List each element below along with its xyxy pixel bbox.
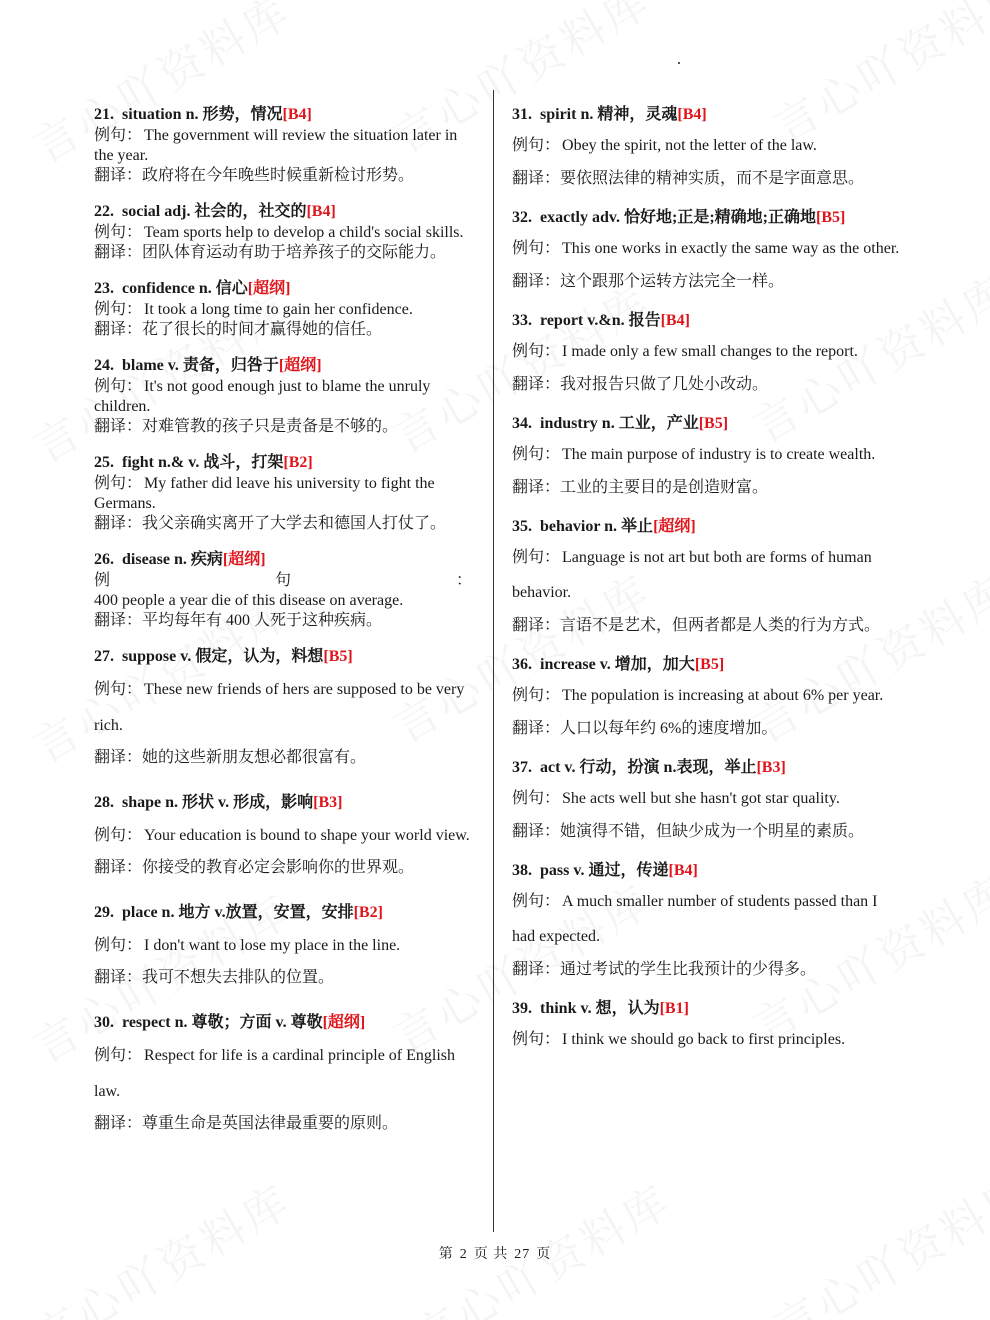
example-sentence (94, 672, 472, 744)
example-label: 例句： (94, 475, 143, 492)
level-tag: [B5] (323, 648, 353, 665)
translation-text: 通过考试的学生比我预计的少得多。 (560, 961, 817, 978)
example-sentence (94, 474, 472, 514)
example-sentence (94, 223, 472, 243)
example-text: I think we should go back to first principles. (562, 1031, 846, 1048)
example-text: I made only a few small changes to the report. (562, 343, 858, 360)
example-label: 例句： (512, 549, 561, 566)
vocab-entry (512, 516, 904, 642)
page-speck (678, 62, 680, 64)
label-char: ： (455, 572, 472, 589)
example-text: Obey the spirit, not the letter of the law. (562, 137, 817, 154)
label-char: 句 (274, 572, 291, 589)
example-sentence (512, 231, 904, 266)
translation-label: 翻译： (94, 244, 143, 261)
level-tag: [B4] (668, 862, 698, 879)
vocab-entry (94, 549, 472, 631)
translation-line (512, 713, 904, 745)
entry-heading (94, 104, 472, 126)
entry-word: think v. 想，认为 (540, 1000, 660, 1017)
entry-word: fight n.& v. 战斗，打架 (122, 454, 284, 471)
example-label: 例句： (94, 127, 143, 144)
level-tag: [B4] (306, 203, 336, 220)
translation-line (512, 266, 904, 298)
right-column (512, 104, 904, 1069)
translation-line (512, 610, 904, 642)
level-tag: [超纲] (247, 280, 291, 297)
example-sentence (512, 781, 904, 816)
level-tag: [超纲] (653, 518, 696, 535)
entry-number: 24. (94, 357, 114, 374)
translation-line (94, 417, 472, 437)
translation-label: 翻译： (94, 167, 143, 184)
translation-label: 翻译： (512, 479, 561, 496)
entry-number: 34. (512, 415, 532, 432)
entry-heading (94, 278, 472, 300)
entry-number: 22. (94, 203, 114, 220)
level-tag: [B2] (283, 454, 313, 471)
example-sentence (512, 884, 904, 954)
vocab-entry (94, 104, 472, 186)
level-tag: [B4] (660, 312, 690, 329)
total-pages: 27 (514, 1247, 531, 1262)
example-text: The government will review the situation later in the year. (94, 127, 458, 164)
example-text: This one works in exactly the same way as the other. (562, 240, 900, 257)
level-tag: [B3] (313, 794, 343, 811)
entry-word: social adj. 社会的，社交的 (122, 203, 307, 220)
vocab-entry (94, 646, 472, 768)
example-sentence (94, 1038, 472, 1110)
entry-word: report v.&n. 报告 (540, 312, 661, 329)
entry-number: 28. (94, 794, 114, 811)
entry-word: spirit n. 精神，灵魂 (540, 106, 678, 123)
example-label: 例句： (94, 224, 143, 241)
translation-label: 翻译： (94, 859, 143, 876)
entry-number: 36. (512, 656, 532, 673)
translation-text: 我对报告只做了几处小改动。 (560, 376, 769, 393)
footer-prefix: 第 (438, 1247, 454, 1262)
vocab-entry (512, 104, 904, 195)
translation-label: 翻译： (512, 170, 561, 187)
entry-number: 39. (512, 1000, 532, 1017)
translation-label: 翻译： (94, 612, 143, 629)
entry-word: exactly adv. 恰好地;正是;精确地;正确地 (540, 209, 816, 226)
level-tag: [超纲] (278, 357, 322, 374)
example-sentence (512, 128, 904, 163)
example-label: 例句： (512, 343, 561, 360)
example-sentence (94, 300, 472, 320)
translation-line (512, 954, 904, 986)
translation-text: 尊重生命是英国法律最重要的原则。 (142, 1115, 399, 1132)
column-divider (493, 90, 494, 1232)
translation-label: 翻译： (94, 515, 143, 532)
translation-line (94, 166, 472, 186)
vocab-entry (94, 278, 472, 340)
translation-line (94, 1114, 472, 1134)
example-sentence (94, 126, 472, 166)
level-tag: [B5] (694, 656, 725, 673)
example-text: The main purpose of industry is to create wealth. (562, 446, 876, 463)
entry-number: 30. (94, 1014, 114, 1031)
footer-middle: 页 共 (473, 1247, 509, 1262)
level-tag: [B4] (282, 106, 312, 123)
watermark-text (760, 1156, 990, 1320)
translation-label: 翻译： (512, 961, 561, 978)
entry-number: 37. (512, 759, 532, 776)
translation-text: 对难管教的孩子只是责备是不够的。 (142, 418, 399, 435)
translation-label: 翻译： (512, 617, 561, 634)
example-label: 例句： (94, 1047, 143, 1064)
example-sentence (94, 928, 472, 964)
vocab-entry (94, 355, 472, 437)
example-label: 例句： (512, 240, 561, 257)
entry-heading (94, 792, 472, 814)
entry-heading (94, 1012, 472, 1034)
example-label: 例句： (512, 137, 561, 154)
example-text: My father did leave his university to fight the Germans. (94, 475, 435, 512)
vocab-entry (94, 201, 472, 263)
example-text: She acts well but she hasn't got star quality. (562, 790, 840, 807)
vocab-entry (512, 207, 904, 298)
entry-word: increase v. 增加，加大 (540, 656, 695, 673)
translation-label: 翻译： (512, 376, 561, 393)
entry-heading (512, 654, 904, 676)
translation-line (94, 320, 472, 340)
translation-line (512, 369, 904, 401)
vocab-entry (512, 998, 904, 1057)
entry-number: 29. (94, 904, 114, 921)
level-tag: [B1] (659, 1000, 689, 1017)
example-text: It took a long time to gain her confidence. (144, 301, 413, 318)
entry-number: 27. (94, 648, 114, 665)
translation-text: 人口以每年约 6%的速度增加。 (560, 720, 778, 737)
translation-text: 要依照法律的精神实质，而不是字面意思。 (560, 170, 865, 187)
example-sentence (512, 437, 904, 472)
vocab-entry (512, 413, 904, 504)
example-text: It's not good enough just to blame the unruly children. (94, 378, 431, 415)
translation-line (94, 611, 472, 631)
level-tag: [B2] (353, 904, 383, 921)
entry-number: 21. (94, 106, 114, 123)
example-text: These new friends of hers are supposed to be very rich. (94, 681, 465, 734)
entry-heading (512, 104, 904, 126)
vocab-entry (512, 860, 904, 986)
level-tag: [B5] (815, 209, 846, 226)
translation-label: 翻译： (94, 1115, 143, 1132)
entry-number: 26. (94, 551, 114, 568)
example-sentence (512, 678, 904, 713)
entry-heading (94, 549, 472, 571)
vocab-entry (94, 452, 472, 534)
example-text: Team sports help to develop a child's social skills. (144, 224, 464, 241)
entry-heading (512, 860, 904, 882)
example-label: 例句： (512, 790, 561, 807)
entry-heading (94, 355, 472, 377)
example-sentence (512, 540, 904, 610)
translation-text: 我父亲确实离开了大学去和德国人打仗了。 (142, 515, 447, 532)
translation-line (94, 748, 472, 768)
vocab-entry (94, 792, 472, 878)
translation-text: 你接受的教育必定会影响你的世界观。 (142, 859, 415, 876)
entry-word: situation n. 形势，情况 (122, 106, 283, 123)
example-label: 例句： (512, 1031, 561, 1048)
vocab-entry (512, 310, 904, 401)
example-sentence (94, 377, 472, 417)
entry-heading (94, 452, 472, 474)
translation-text: 平均每年有 400 人死于这种疾病。 (142, 612, 383, 629)
translation-text: 这个跟那个运转方法完全一样。 (560, 273, 785, 290)
vocab-entry (94, 1012, 472, 1134)
level-tag: [B4] (677, 106, 707, 123)
example-label: 例句： (94, 827, 143, 844)
translation-text: 工业的主要目的是创造财富。 (560, 479, 769, 496)
example-text: I don't want to lose my place in the line. (144, 937, 401, 954)
footer-suffix: 页 (536, 1247, 552, 1262)
example-label: 例句： (94, 937, 143, 954)
translation-line (512, 816, 904, 848)
translation-text: 她的这些新朋友想必都很富有。 (142, 749, 367, 766)
entry-word: shape n. 形状 v. 形成，影响 (122, 794, 314, 811)
entry-word: blame v. 责备，归咎于 (122, 357, 279, 374)
translation-text: 政府将在今年晚些时候重新检讨形势。 (142, 167, 415, 184)
example-text: The population is increasing at about 6% per year. (562, 687, 884, 704)
translation-line (512, 163, 904, 195)
example-label: 例句： (512, 893, 561, 910)
vocab-entry (94, 902, 472, 988)
entry-heading (512, 413, 904, 435)
entry-heading (512, 998, 904, 1020)
entry-word: act v. 行动，扮演 n.表现，举止 (540, 759, 757, 776)
translation-label: 翻译： (94, 321, 143, 338)
translation-label: 翻译： (512, 823, 561, 840)
vocab-entry (512, 654, 904, 745)
level-tag: [超纲] (222, 551, 266, 568)
entry-heading (94, 201, 472, 223)
entry-heading (512, 757, 904, 779)
translation-label: 翻译： (94, 418, 143, 435)
vocab-entry (512, 757, 904, 848)
entry-heading (512, 516, 904, 538)
example-text: A much smaller number of students passed than I had expected. (512, 893, 878, 945)
entry-number: 35. (512, 518, 532, 535)
entry-word: suppose v. 假定，认为，料想 (122, 648, 324, 665)
translation-line (94, 968, 472, 988)
entry-word: place n. 地方 v.放置，安置，安排 (122, 904, 354, 921)
example-sentence (94, 818, 472, 854)
translation-line (94, 858, 472, 878)
label-char: 例 (94, 572, 111, 589)
entry-number: 25. (94, 454, 114, 471)
example-text: Respect for life is a cardinal principle of English law. (94, 1047, 456, 1100)
entry-number: 33. (512, 312, 532, 329)
translation-text: 花了很长的时间才赢得她的信任。 (142, 321, 383, 338)
example-label: 例句： (94, 681, 143, 698)
translation-label: 翻译： (512, 273, 561, 290)
entry-word: behavior n. 举止 (540, 518, 654, 535)
left-column (94, 104, 472, 1158)
entry-number: 38. (512, 862, 532, 879)
example-text: Your education is bound to shape your world view. (144, 827, 470, 844)
level-tag: [超纲] (322, 1014, 366, 1031)
translation-label: 翻译： (94, 969, 143, 986)
translation-line (94, 514, 472, 534)
example-label: 例句： (512, 687, 561, 704)
entry-number: 31. (512, 106, 532, 123)
entry-heading (512, 207, 904, 229)
entry-heading (94, 902, 472, 924)
example-text: Language is not art but both are forms of human behavior. (512, 549, 872, 601)
entry-word: pass v. 通过，传递 (540, 862, 669, 879)
entry-number: 32. (512, 209, 532, 226)
entry-heading (512, 310, 904, 332)
entry-word: disease n. 疾病 (122, 551, 223, 568)
level-tag: [B3] (756, 759, 786, 776)
page-footer (0, 1243, 990, 1263)
example-label: 例句： (512, 446, 561, 463)
example-sentence (512, 334, 904, 369)
translation-text: 她演得不错，但缺少成为一个明星的素质。 (560, 823, 865, 840)
translation-line (512, 472, 904, 504)
translation-text: 我可不想失去排队的位置。 (142, 969, 335, 986)
translation-label: 翻译： (94, 749, 143, 766)
translation-line (94, 243, 472, 263)
example-label-justified (94, 571, 472, 591)
translation-text: 团队体育运动有助于培养孩子的交际能力。 (142, 244, 447, 261)
entry-word: industry n. 工业，产业 (540, 415, 699, 432)
example-sentence (94, 591, 472, 611)
level-tag: [B5] (698, 415, 729, 432)
example-sentence (512, 1022, 904, 1057)
translation-text: 言语不是艺术，但两者都是人类的行为方式。 (560, 617, 881, 634)
entry-word: confidence n. 信心 (122, 280, 248, 297)
page-number: 2 (459, 1247, 468, 1262)
translation-label: 翻译： (512, 720, 561, 737)
entry-number: 23. (94, 280, 114, 297)
example-label: 例句： (94, 378, 143, 395)
entry-word: respect n. 尊敬；方面 v. 尊敬 (122, 1014, 323, 1031)
example-text: 400 people a year die of this disease on average. (94, 592, 404, 609)
example-label: 例句： (94, 301, 143, 318)
entry-heading (94, 646, 472, 668)
